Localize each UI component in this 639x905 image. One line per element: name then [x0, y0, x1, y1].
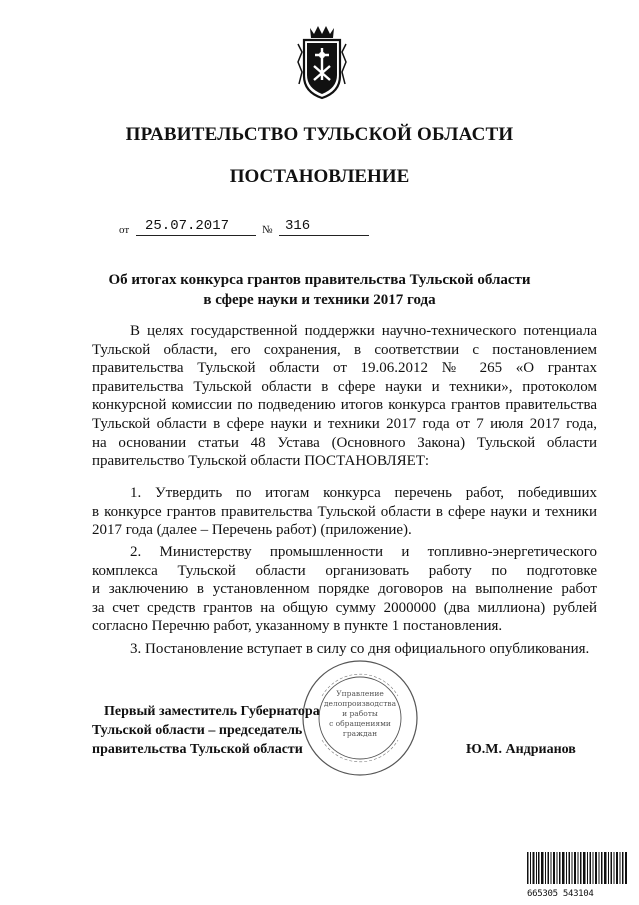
- paragraph-item-3: [92, 640, 597, 659]
- signatory-name: Ю.М. Андрианов: [466, 742, 576, 757]
- text-line: Тульской области в сфере науки и техники 2017 года от 7 июля 2017 года,: [92, 415, 597, 432]
- date-number-row: [119, 218, 379, 240]
- text-line: правительства Тульской области в сфере науки и техники», протоколом: [92, 378, 597, 395]
- svg-text:с обращениями: с обращениями: [329, 719, 391, 728]
- svg-text:и работы: и работы: [342, 709, 378, 718]
- signatory-position-line: Первый заместитель Губернатора: [104, 704, 320, 719]
- text-line: В целях государственной поддержки научно-технического потенциала: [130, 323, 597, 339]
- text-line: в конкурсе грантов правительства Тульской области в сфере науки и техники: [92, 503, 597, 520]
- text-line: и заключению в установленном порядке договоров на выполнение работ: [92, 581, 597, 598]
- text-line: 2017 года (далее – Перечень работ) (приложение).: [92, 522, 412, 539]
- document-type: ПОСТАНОВЛЕНИЕ: [229, 166, 410, 187]
- government-title: ПРАВИТЕЛЬСТВО ТУЛЬСКОЙ ОБЛАСТИ: [125, 124, 514, 145]
- svg-text:Управление: Управление: [336, 689, 384, 698]
- paragraph-preamble: [92, 322, 597, 471]
- text-line: правительство Тульской области ПОСТАНОВЛЯЕТ:: [92, 453, 430, 470]
- number-prefix: №: [262, 224, 273, 236]
- text-line: 1. Утвердить по итогам конкурса перечень работ, победивших: [130, 485, 597, 501]
- text-line: правительства Тульской области от 19.06.2012 № 265 «О грантах: [92, 360, 597, 377]
- text-line: за счет средств грантов на общую сумму 2000000 (два миллиона) рублей: [92, 599, 597, 616]
- barcode: [527, 852, 627, 899]
- number-underline: [279, 235, 369, 236]
- document-number: 316: [285, 218, 311, 234]
- signatory-position-line: Тульской области – председатель: [92, 723, 303, 738]
- text-line: на основании статьи 48 Устава (Основного Закона) Тульской области: [92, 434, 597, 451]
- coat-of-arms-emblem: [296, 22, 348, 102]
- svg-text:граждан: граждан: [342, 729, 378, 738]
- date-underline: [136, 235, 256, 236]
- text-line: согласно Перечню работ, указанному в пункте 1 постановления.: [92, 618, 503, 635]
- date-prefix: от: [119, 224, 130, 236]
- document-date: 25.07.2017: [145, 218, 230, 234]
- text-line: конкурсной комиссии по подведению итогов конкурса грантов правительства: [92, 397, 597, 414]
- subject-line: Об итогах конкурса грантов правительства Тульской области: [108, 272, 531, 288]
- text-line: 3. Постановление вступает в силу со дня официального опубликования.: [130, 641, 590, 657]
- barcode-bars: [527, 852, 627, 884]
- signatory-position-line: правительства Тульской области: [92, 742, 303, 757]
- text-line: 2. Министерству промышленности и топливно-энергетического: [130, 544, 597, 560]
- document-subject: [0, 270, 639, 310]
- text-line: Тульской области, его сохранения, в соответствии с постановлением: [92, 341, 597, 358]
- barcode-number: 665305 543104: [527, 889, 594, 899]
- paragraph-item-2: [92, 543, 597, 636]
- text-line: комплекса Тульской области организовать работу по подготовке: [92, 562, 597, 579]
- paragraph-item-1: [92, 484, 597, 540]
- subject-line: в сфере науки и техники 2017 года: [203, 292, 436, 308]
- svg-text:делопроизводства: делопроизводства: [323, 699, 397, 708]
